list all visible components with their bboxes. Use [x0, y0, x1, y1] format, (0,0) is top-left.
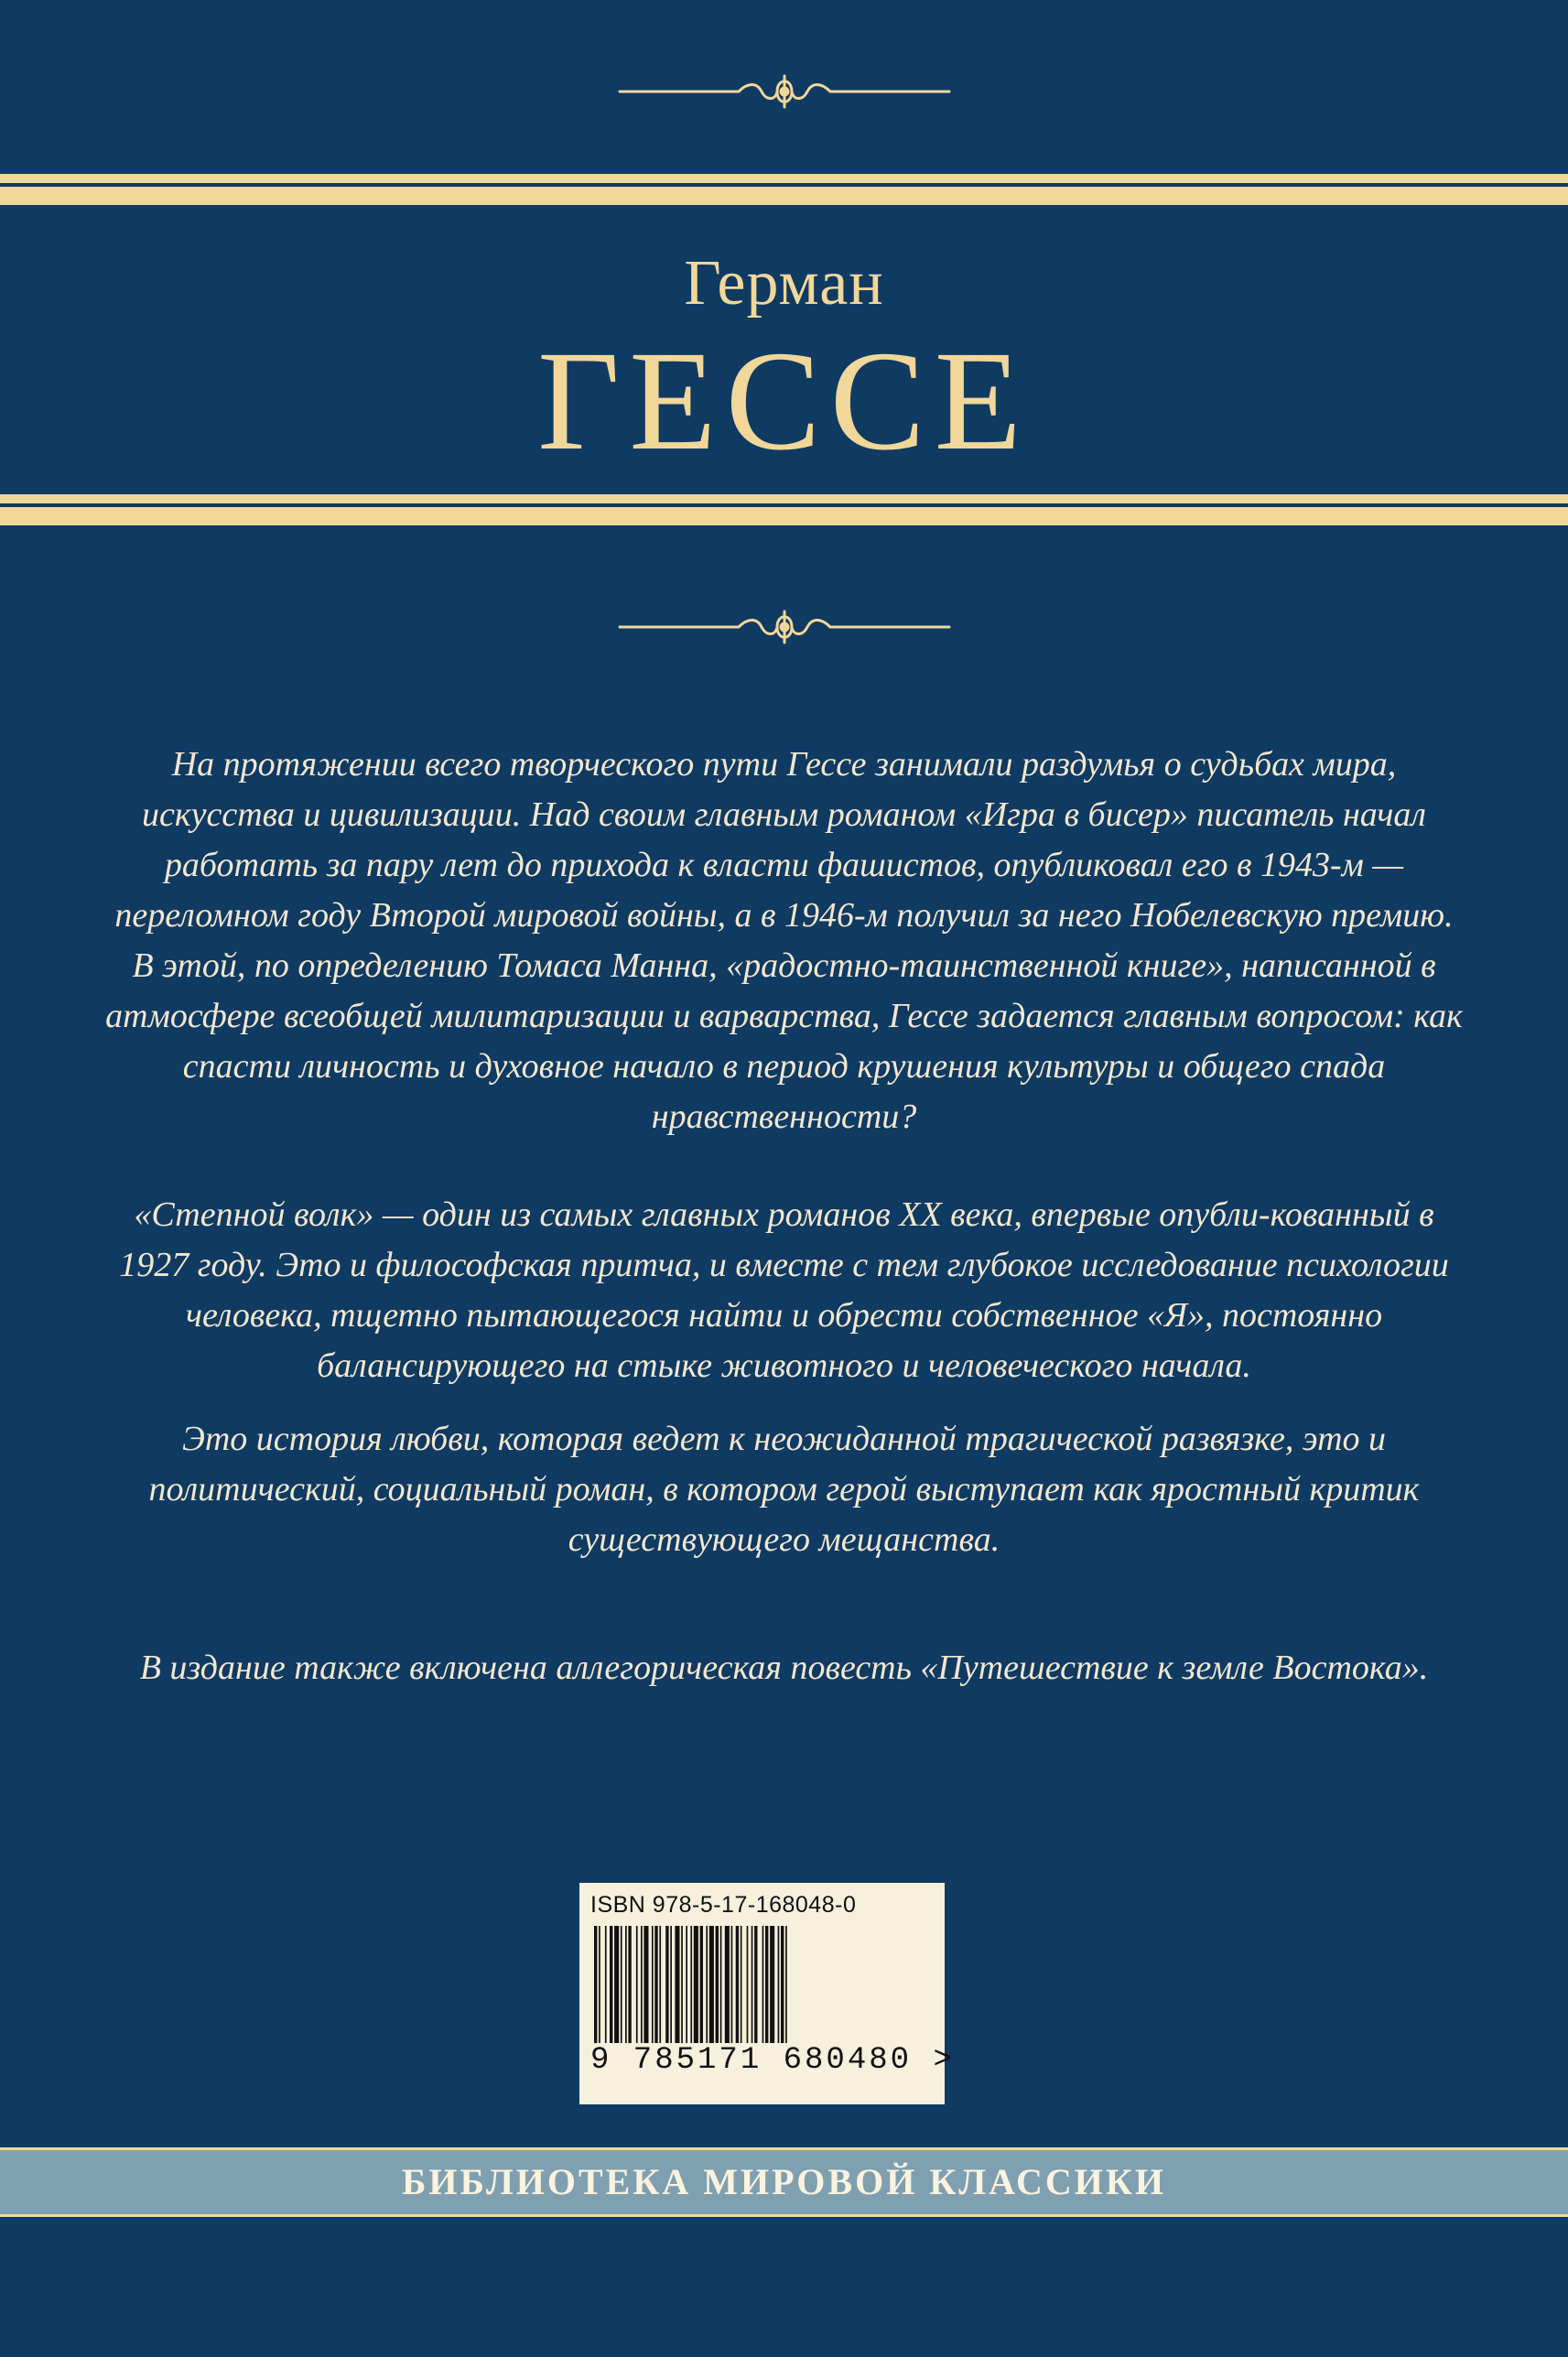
blurb-paragraph-2: «Степной волк» — один из самых главных романов XX века, впервые опубли-кованный в 1927 году. Это и философская притча, и вместе с тем глубокое исследование психологии человека, тщетно пытающегося найти и обрести собственное «Я», постоянно балансирующего на стыке животного и человеческого начала.	[119, 1195, 1449, 1385]
barcode-bar	[654, 1926, 657, 2043]
barcode-bar	[599, 1926, 600, 2043]
barcode-bar	[706, 1926, 708, 2043]
barcode-bar	[690, 1926, 692, 2043]
barcode-bar	[781, 1926, 784, 2043]
middle-flourish-icon	[611, 604, 958, 650]
blurb-paragraph-1: На протяжении всего творческого пути Гессе занимали раздумья о судьбах мира, искусства и цивилизации. Над своим главным романом «Игра в бисер» писатель начал работать за пару лет до прихода к власти фашистов, опубликовал его в 1943-м — переломном году Второй мировой войны, а в 1946-м получил за него Нобелевскую премию. В этой, по определению Томаса Манна, «радостно-таинственной книге», написанной в атмосфере всеобщей милитаризации и варварства, Гессе задается главным вопросом: как спасти личность и духовное начало в период крушения культуры и общего спада нравственности?	[105, 745, 1463, 1136]
barcode-bar	[594, 1926, 597, 2043]
series-band	[0, 2147, 1568, 2217]
barcode-icon	[590, 1926, 902, 2043]
barcode-bar	[752, 1926, 753, 2043]
barcode-bar	[681, 1926, 683, 2043]
barcode-bar	[621, 1926, 622, 2043]
top-flourish-icon	[611, 69, 958, 114]
barcode-bar	[625, 1926, 627, 2043]
barcode-bar	[659, 1926, 661, 2043]
barcode-bar	[785, 1926, 787, 2043]
barcode-bar	[675, 1926, 679, 2043]
barcode-bar	[765, 1926, 768, 2043]
barcode-bar	[665, 1926, 668, 2043]
barcode-bar	[700, 1926, 703, 2043]
barcode-bar	[652, 1926, 654, 2043]
top-gold-stripe	[0, 174, 1568, 205]
barcode-bar	[670, 1926, 672, 2043]
barcode-bar	[716, 1926, 719, 2043]
barcode-bar	[643, 1926, 648, 2043]
author-first-name: Герман	[684, 248, 884, 319]
isbn-digits: 9 785171 680480 >	[590, 2043, 955, 2078]
barcode-bar	[747, 1926, 749, 2043]
barcode-bar	[694, 1926, 698, 2043]
barcode-bar	[762, 1926, 764, 2043]
barcode-bar	[636, 1926, 638, 2043]
series-title: БИБЛИОТЕКА МИРОВОЙ КЛАССИКИ	[401, 2161, 1167, 2202]
blurb-paragraph-3: Это история любви, которая ведет к неожиданной трагической развязке, это и политический, социальный роман, в котором герой выступает как яростный критик существующего мещанства.	[148, 1420, 1420, 1559]
isbn-barcode-box	[579, 1883, 955, 2104]
blurb-paragraph-4: В издание также включена аллегорическая повесть «Путешествие к земле Востока».	[139, 1649, 1429, 1687]
barcode-bar	[778, 1926, 780, 2043]
barcode-bar	[605, 1926, 607, 2043]
barcode-bar	[731, 1926, 733, 2043]
isbn-label: ISBN 978-5-17-168048-0	[590, 1892, 857, 1918]
barcode-bar	[686, 1926, 687, 2043]
author-last-name: ГЕССЕ	[537, 321, 1031, 480]
barcode-bar	[709, 1926, 714, 2043]
barcode-bar	[610, 1926, 612, 2043]
barcode-bar	[736, 1926, 739, 2043]
barcode-bar	[614, 1926, 619, 2043]
barcode-bar	[720, 1926, 722, 2043]
barcode-bar	[754, 1926, 757, 2043]
barcode-bar	[770, 1926, 774, 2043]
barcode-bar	[641, 1926, 643, 2043]
barcode-bar	[628, 1926, 631, 2043]
barcode-bar	[741, 1926, 742, 2043]
barcode-bar	[725, 1926, 730, 2043]
middle-gold-stripe	[0, 494, 1568, 525]
